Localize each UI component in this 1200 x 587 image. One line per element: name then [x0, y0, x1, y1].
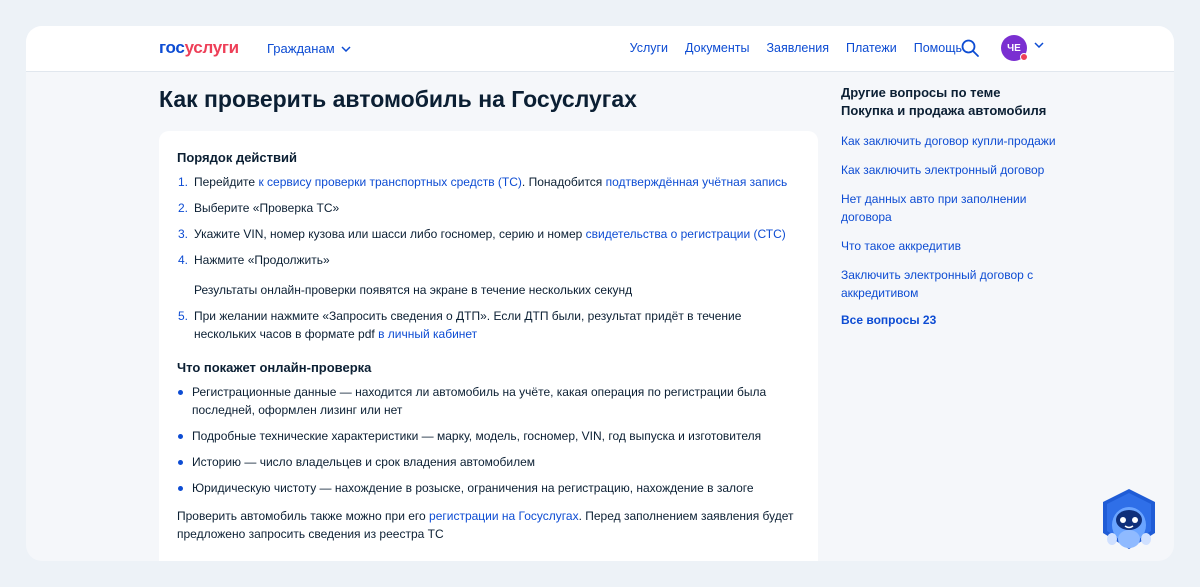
sidebar-item-no-car-data[interactable]: Нет данных авто при заполнении договора	[841, 192, 1027, 224]
list-item-text: Историю — число владельцев и срок владения автомобилем	[192, 455, 536, 469]
bullet-dot	[178, 390, 183, 395]
assistant-robot-icon[interactable]	[1097, 487, 1161, 555]
step-number: 5.	[178, 309, 189, 323]
notification-dot	[1020, 53, 1028, 61]
search-icon[interactable]	[960, 38, 980, 58]
vehicle-check-service-link[interactable]: к сервису проверки транспортных средств (ТС)	[258, 175, 522, 189]
list-item	[177, 383, 800, 419]
step-number: 3.	[178, 227, 189, 241]
verified-account-link[interactable]: подтверждённая учётная запись	[605, 175, 788, 189]
gosuslugi-logo[interactable]	[159, 38, 239, 58]
step-item	[177, 225, 800, 243]
step-number: 4.	[178, 253, 189, 267]
list-item	[177, 479, 800, 497]
avatar-initials: ЧЕ	[1007, 42, 1021, 54]
page-title: Как проверить автомобиль на Госуслугах	[159, 86, 637, 112]
logo-part-gos: гос	[159, 38, 185, 57]
sidebar-item-letter-of-credit[interactable]: Что такое аккредитив	[841, 239, 962, 253]
logo-part-uslugi: услуги	[184, 38, 239, 57]
step-text: Перейдите	[194, 175, 259, 189]
step-text: Укажите VIN, номер кузова или шасси либо госномер, серию и номер	[194, 227, 586, 241]
browser-window	[26, 26, 1174, 561]
check-heading: Что покажет онлайн-проверка	[177, 360, 372, 375]
registration-on-gosuslugi-link[interactable]: регистрации на Госуслугах	[429, 509, 579, 523]
nav-documents[interactable]: Документы	[685, 41, 750, 55]
registration-certificate-link[interactable]: свидетельства о регистрации (СТС)	[585, 227, 786, 241]
chevron-down-icon[interactable]	[1034, 42, 1044, 48]
list-item-text: Юридическую чистоту — нахождение в розыске, ограничения на регистрацию, нахождение в залоге	[192, 481, 754, 495]
step-item	[177, 173, 800, 191]
related-questions-sidebar	[841, 84, 1056, 327]
sidebar-item-contract-with-credit[interactable]: Заключить электронный договор с аккредитивом	[841, 268, 1034, 300]
nav-applications[interactable]: Заявления	[766, 41, 830, 55]
personal-account-link[interactable]: в личный кабинет	[378, 327, 478, 341]
main-nav	[630, 41, 962, 55]
list-item	[177, 453, 800, 471]
final-paragraph	[177, 507, 800, 543]
sidebar-title: Другие вопросы по теме Покупка и продажа автомобиля	[841, 85, 1047, 118]
audience-label: Гражданам	[267, 41, 335, 56]
final-text: . Перед заполнением заявления будет предложено запросить сведения из реестра ТС	[177, 509, 794, 541]
step-item	[177, 307, 800, 343]
step-number: 1.	[178, 175, 189, 189]
nav-help[interactable]: Помощь	[913, 41, 962, 55]
chevron-down-icon	[341, 46, 351, 52]
article-card	[159, 131, 818, 561]
step-number: 2.	[178, 201, 189, 215]
step-text: При желании нажмите «Запросить сведения о ДТП». Если ДТП были, результат придёт в течение нескольких часов в формате pdf	[194, 309, 742, 341]
steps-note: Результаты онлайн-проверки появятся на экране в течение нескольких секунд	[194, 283, 633, 297]
list-item	[177, 427, 800, 445]
bullet-dot	[178, 434, 183, 439]
steps-heading: Порядок действий	[177, 150, 297, 165]
step-item	[177, 251, 800, 269]
list-item-text: Подробные технические характеристики — марку, модель, госномер, VIN, год выпуска и изготовителя	[192, 429, 762, 443]
top-header	[26, 26, 1174, 72]
step-text: . Понадобится	[521, 175, 606, 189]
audience-dropdown[interactable]	[267, 41, 351, 56]
avatar[interactable]	[1001, 35, 1027, 61]
sidebar-item-sale-contract[interactable]: Как заключить договор купли-продажи	[841, 134, 1056, 148]
all-questions-link[interactable]: Все вопросы 23	[841, 313, 937, 327]
list-item-text: Регистрационные данные — находится ли автомобиль на учёте, какая операция по регистрации была последней, оформлен лизинг или нет	[192, 385, 767, 417]
step-text: Нажмите «Продолжить»	[194, 253, 330, 267]
final-text: Проверить автомобиль также можно при его	[177, 509, 430, 523]
bullet-dot	[178, 460, 183, 465]
bullet-dot	[178, 486, 183, 491]
step-text: Выберите «Проверка ТС»	[194, 201, 340, 215]
sidebar-item-electronic-contract[interactable]: Как заключить электронный договор	[841, 163, 1045, 177]
check-list	[177, 383, 800, 497]
nav-services[interactable]: Услуги	[629, 41, 669, 55]
steps-list	[177, 173, 800, 343]
nav-payments[interactable]: Платежи	[846, 41, 897, 55]
step-item	[177, 199, 800, 217]
